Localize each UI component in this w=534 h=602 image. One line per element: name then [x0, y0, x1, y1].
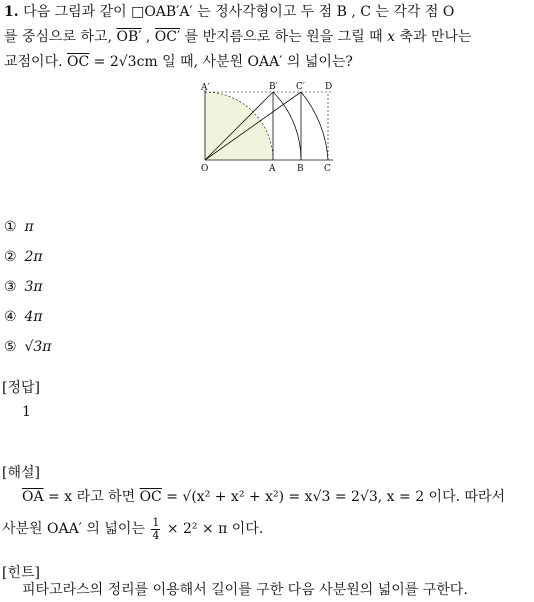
fraction-denominator: 4	[152, 528, 160, 542]
choice-mark: ④	[4, 309, 17, 325]
question-text-2c: 축과 만나는	[399, 29, 472, 45]
segment-oc-prime: OC′	[154, 29, 181, 45]
explanation-text-1a: = x 라고 하면	[48, 489, 136, 505]
question-number: 1.	[4, 4, 19, 20]
choice-3[interactable]	[4, 277, 43, 297]
choice-text: 3π	[24, 279, 43, 295]
hint-text: 피타고라스의 정리를 이용해서 길이를 구한 다음 사분원의 넓이를 구한다.	[22, 582, 468, 598]
label-a: A	[269, 164, 276, 174]
question-text-3b: = 2√3cm 일 때, 사분원 OAA′ 의 넓이는?	[93, 54, 353, 70]
segment-oc: $\overline{OC}$	[67, 54, 90, 70]
question-text-1: 다음 그림과 같이 □OAB′A′ 는 정사각형이고 두 점 B , C 는 각각 점 O	[23, 4, 455, 20]
choice-text: 2π	[24, 249, 43, 265]
explanation-text-1b: = √(x² + x² + x²) = x√3 = 2√3, x = 2 이다. 따라서	[166, 489, 506, 505]
label-c-prime: C′	[296, 82, 305, 92]
explanation-heading: [해설]	[2, 465, 40, 481]
question-text-2a: 를 중심으로 하고,	[4, 29, 113, 45]
geometry-figure	[196, 80, 341, 175]
answer-heading: [정답]	[2, 380, 40, 396]
question-text-3a: 교점이다.	[4, 54, 63, 70]
choice-1[interactable]	[4, 217, 34, 237]
explanation-line-2	[2, 514, 263, 544]
question-line-1	[4, 2, 454, 22]
arc-c-prime-c	[301, 92, 328, 160]
question-text-2b: 를 반지름으로 하는 원을 그릴 때	[184, 29, 383, 45]
segment-oa: $\overline{OA}$	[22, 489, 44, 505]
choice-text: √3π	[24, 339, 52, 355]
segment-oc: $\overline{OC}$	[139, 489, 162, 505]
question-line-2	[4, 27, 472, 47]
choice-mark: ①	[4, 219, 17, 235]
fraction-numerator: 1	[152, 515, 160, 529]
choice-text: π	[24, 219, 34, 235]
label-b: B	[297, 164, 304, 174]
choice-mark: ③	[4, 279, 17, 295]
choice-mark: ⑤	[4, 339, 17, 355]
answer-value: 1	[22, 404, 31, 420]
label-b-prime: B′	[269, 82, 278, 92]
choice-2[interactable]	[4, 247, 43, 267]
hint-heading: [힌트]	[2, 565, 40, 581]
choice-4[interactable]	[4, 307, 43, 327]
label-o: O	[201, 164, 209, 174]
explanation-line-1	[22, 487, 505, 507]
fraction-one-quarter	[151, 517, 160, 542]
explanation-text-2a: 사분원 OAA′ 의 넓이는	[2, 521, 145, 537]
explanation-text-2b: × 2² × π 이다.	[166, 521, 264, 537]
choice-mark: ②	[4, 249, 17, 265]
label-a-prime: A′	[201, 83, 210, 93]
question-sep: ,	[145, 29, 151, 45]
choice-5[interactable]	[4, 337, 51, 357]
choice-text: 4π	[24, 309, 43, 325]
label-c: C	[324, 164, 331, 174]
variable-x: x	[387, 29, 396, 45]
label-d: D	[325, 82, 333, 92]
segment-ob: OB′	[116, 29, 142, 45]
question-line-3	[4, 52, 353, 72]
